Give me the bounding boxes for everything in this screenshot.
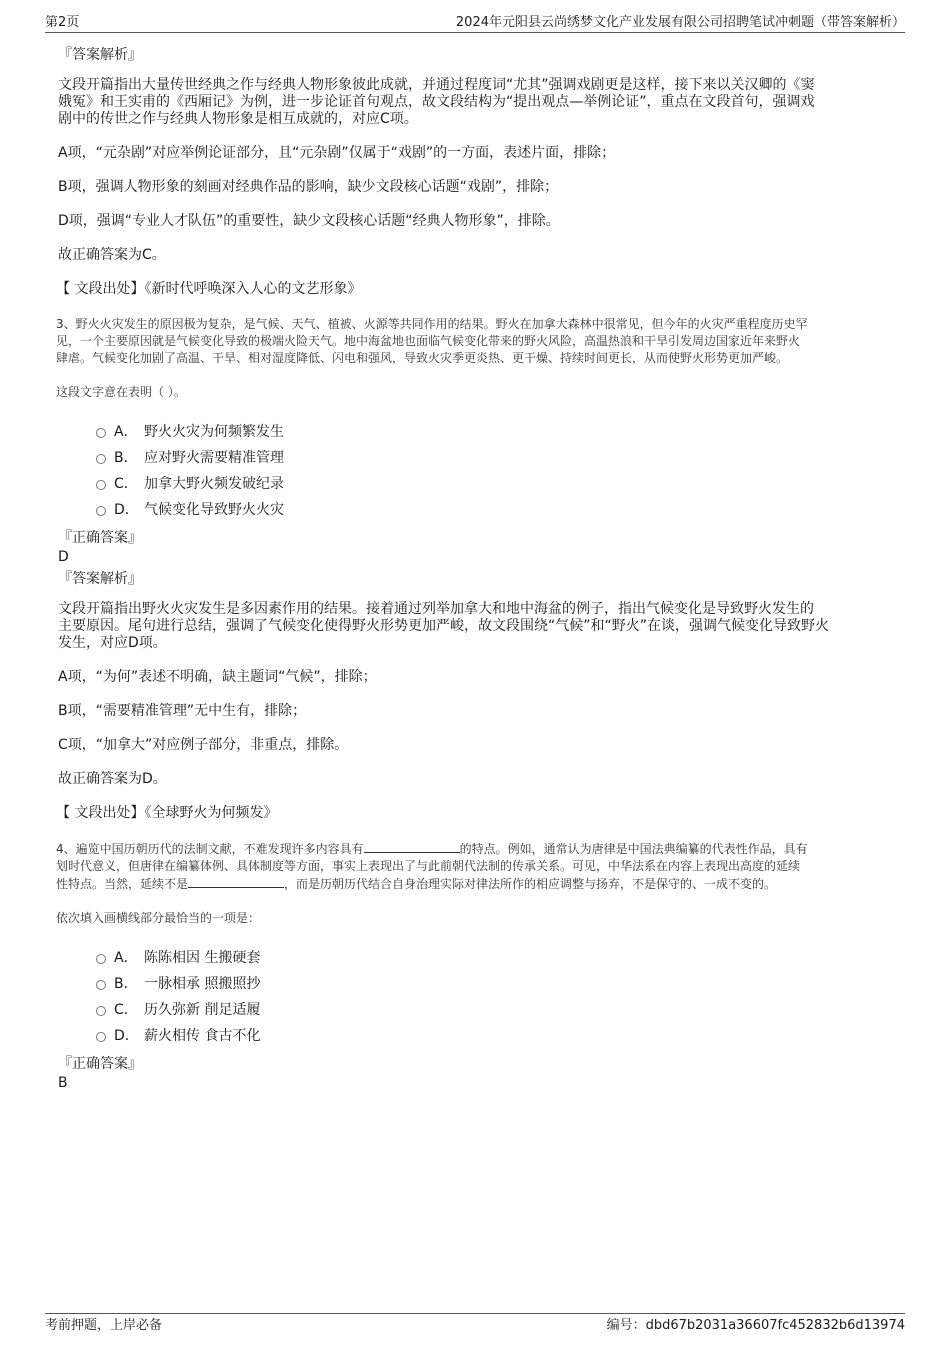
radio-icon[interactable] xyxy=(96,428,106,438)
question-3-option-a[interactable]: A． 野火火灾为何频繁发生 xyxy=(96,419,896,445)
analysis-conclusion: 故正确答案为C。 xyxy=(58,247,166,263)
question-4-option-a[interactable]: A． 陈陈相因 生搬硬套 xyxy=(96,945,896,971)
correct-answer-value: D xyxy=(58,549,69,565)
analysis-label: 『答案解析』 xyxy=(58,571,142,587)
question-4-text: 4、遍览中国历朝历代的法制文献，不难发现许多内容具有 的特点。例如，通常认为唐律是中国法典编纂的代表性作品，具有 划时代意义，但唐律在编纂体例、具体制度等方面，事实上表现出了与此前朝代法制的传承关系。可见，中华法系在内容上表现出高度的延续 性特点。当然，延续不是 ，而是历朝历代结合自身治理实际对律法所作的相应调整与扬弃，不是保守的、一成不变的。 xyxy=(56,842,808,891)
analysis-option-b: B项，“需要精准管理”无中生有，排除； xyxy=(58,703,307,719)
analysis-option-a: A项，“元杂剧”对应举例论证部分，且“元杂剧”仅属于“戏剧”的一方面，表述片面，排除； xyxy=(58,145,616,161)
analysis-option-c: C项，“加拿大”对应例子部分，非重点，排除。 xyxy=(58,737,349,753)
question-3-option-d[interactable]: D． 气候变化导致野火火灾 xyxy=(96,497,896,523)
correct-answer-label: 『正确答案』 xyxy=(58,1056,142,1072)
question-3-text: 3、野火火灾发生的原因极为复杂，是气候、天气、植被、火源等共同作用的结果。野火在加拿大森林中很常见，但今年的火灾严重程度历史罕 见，一个主要原因就是气候变化导致的极端火险天气。地中海盆地也面临气候变化带来的野火风险，高温热浪和干旱引发周边国家近年来野火 肆虐。气候变化加剧了高温、干旱、相对湿度降低、闪电和强风，导致火灾季更炎热、更干燥、持续时间更长，从而使野火形势更加严峻。 xyxy=(56,317,808,365)
analysis-option-b: B项，强调人物形象的刻画对经典作品的影响，缺少文段核心话题“戏剧”，排除； xyxy=(58,179,559,195)
radio-icon[interactable] xyxy=(96,480,106,490)
question-4-options xyxy=(96,945,896,1049)
radio-icon[interactable] xyxy=(96,1032,106,1042)
document-code: 编号：dbd67b2031a36607fc452832b6d13974 xyxy=(606,1318,905,1333)
analysis-intro: 文段开篇指出野火火灾发生是多因素作用的结果。接着通过列举加拿大和地中海盆的例子，指出气候变化是导致野火发生的 主要原因。尾句进行总结，强调了气候变化使得野火形势更加严峻，故文段围绕“气候”和“野火”在谈，强调气候变化导致野火 发生，对应D项。 xyxy=(58,601,830,651)
page-number: 第2页 xyxy=(45,15,80,30)
page-content xyxy=(56,46,896,1096)
question-3-prompt: 这段文字意在表明（ ）。 xyxy=(56,385,186,399)
analysis-intro: 文段开篇指出大量传世经典之作与经典人物形象彼此成就，并通过程度词“尤其”强调戏剧更是这样，接下来以关汉卿的《窦 娥冤》和王实甫的《西厢记》为例，进一步论证首句观点，故文段结构为“提出观点—举例论证”，重点在文段首句，强调戏 剧中的传世之作与经典人物形象是相互成就的，对应C项。 xyxy=(58,77,815,127)
radio-icon[interactable] xyxy=(96,954,106,964)
radio-icon[interactable] xyxy=(96,1006,106,1016)
analysis-option-d: D项，强调“专业人才队伍”的重要性，缺少文段核心话题“经典人物形象”，排除。 xyxy=(58,213,560,229)
fill-blank-2 xyxy=(188,875,284,888)
page-footer xyxy=(45,1313,905,1334)
question-3-option-c[interactable]: C． 加拿大野火频发破纪录 xyxy=(96,471,896,497)
footer-slogan: 考前押题，上岸必备 xyxy=(45,1318,163,1333)
correct-answer-value: B xyxy=(58,1075,68,1091)
page-header xyxy=(45,14,905,33)
analysis-conclusion: 故正确答案为D。 xyxy=(58,771,167,787)
correct-answer-label: 『正确答案』 xyxy=(58,530,142,546)
question-4-option-b[interactable]: B． 一脉相承 照搬照抄 xyxy=(96,971,896,997)
question-4-option-c[interactable]: C． 历久弥新 削足适履 xyxy=(96,997,896,1023)
radio-icon[interactable] xyxy=(96,454,106,464)
fill-blank-1 xyxy=(364,840,460,853)
radio-icon[interactable] xyxy=(96,506,106,516)
passage-source: 【 文段出处】《新时代呼唤深入人心的文艺形象》 xyxy=(56,281,362,297)
analysis-option-a: A项，“为何”表述不明确，缺主题词“气候”，排除； xyxy=(58,669,377,685)
analysis-label: 『答案解析』 xyxy=(58,47,142,63)
question-4-prompt: 依次填入画横线部分最恰当的一项是： xyxy=(56,911,261,925)
question-3-option-b[interactable]: B． 应对野火需要精准管理 xyxy=(96,445,896,471)
question-3-options xyxy=(96,419,896,523)
radio-icon[interactable] xyxy=(96,980,106,990)
document-title: 2024年元阳县云尚绣梦文化产业发展有限公司招聘笔试冲刺题（带答案解析） xyxy=(455,15,905,30)
question-4-option-d[interactable]: D． 薪火相传 食古不化 xyxy=(96,1023,896,1049)
passage-source: 【 文段出处】《全球野火为何频发》 xyxy=(56,805,278,821)
